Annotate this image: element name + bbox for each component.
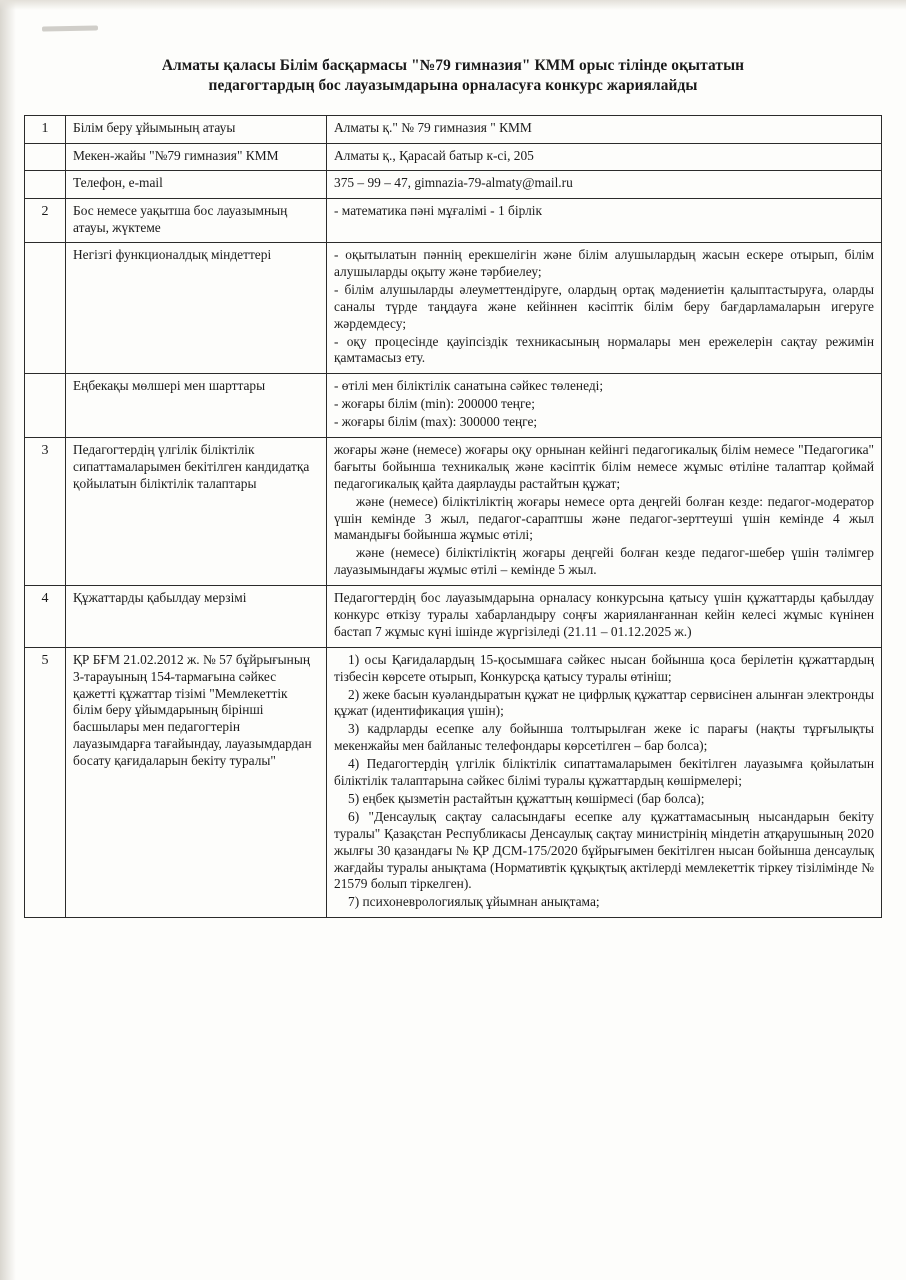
- value-paragraph: жоғары және (немесе) жоғары оқу орнынан кейінгі педагогикалық білім немесе "Педагогика" бағыты бойынша техникалық және кәсіптік білім немесе жұмыс өтіліне талаптар қоймай педагогикалық қайта даярлауды растайтын құжат;: [334, 442, 874, 491]
- value-paragraph: Алматы қ." № 79 гимназия " КММ: [334, 119, 532, 135]
- table-row: [25, 438, 882, 586]
- row-label: Педагогтердің үлгілік біліктілік сипаттамаларымен бекітілген кандидатқа қойылатын біліктілік талаптары: [66, 438, 327, 586]
- table-row: [25, 143, 882, 171]
- row-number: [25, 171, 66, 199]
- page-title-line-2: педагогтардың бос лауазымдарына орналасуға конкурс жариялайды: [208, 77, 698, 95]
- value-paragraph: Алматы қ., Қарасай батыр к-сі, 205: [334, 147, 534, 163]
- row-value: [327, 243, 882, 374]
- value-paragraph: - оқытылатын пәннің ерекшелігін және білім алушылардың жасын ескере отырып, білім алушыларды оқыту және тәрбиелеу;: [334, 247, 874, 279]
- row-label: Білім беру ұйымының атауы: [66, 115, 327, 143]
- value-paragraph: - жоғары білім (max): 300000 теңге;: [334, 414, 538, 430]
- row-label: Еңбекақы мөлшері мен шарттары: [66, 374, 327, 438]
- table-row: [25, 115, 882, 143]
- row-value: [327, 143, 882, 171]
- row-number: 2: [25, 199, 66, 243]
- row-value: [327, 586, 882, 648]
- page-title-line-1: Алматы қаласы Білім басқармасы "№79 гимназия" КММ орыс тілінде оқытатын: [161, 57, 745, 74]
- row-label: Телефон, e-mail: [66, 171, 327, 199]
- table-row: [25, 243, 882, 374]
- row-value: [327, 647, 882, 917]
- document-list-item: 5) еңбек қызметін растайтын құжаттың көшірмесі (бар болса);: [348, 790, 705, 806]
- document-list-item: 2) жеке басын куәландыратын құжат не цифрлық құжаттар сервисінен алынған электронды құжат (идентификация үшін);: [334, 686, 874, 719]
- row-number: [25, 243, 66, 374]
- value-paragraph: - жоғары білім (min): 200000 теңге;: [334, 396, 535, 412]
- document-list-item: 6) "Денсаулық сақтау саласындағы есепке алу құжаттамасының нысандарын бекіту туралы" Қазақстан Республикасы Денсаулық сақтау министрінің міндетін атқарушының 2020 жылғы 30 қазандағы № ҚР ДСМ-175/2020 бұйрығымен бекітілген нысан бойынша денсаулық жағдайы туралы анықтама (Нормативтік құқықтық актілерді мемлекеттік тіркеу тізілімінде № 21579 болып тіркелген).: [334, 808, 874, 892]
- value-paragraph-deadline: Педагогтердің бос лауазымдарына орналасу конкурсына қатысу үшін құжаттарды қабылдау конкурс өткізу туралы хабарландыру соңғы жарияланғаннан кейін келесі жұмыс күнінен бастап 7 жұмыс күні ішінде жүргізіледі (21.11 – 01.12.2025 ж.): [334, 590, 874, 639]
- row-value: [327, 374, 882, 438]
- row-number: [25, 143, 66, 171]
- row-label: Негізгі функционалдық міндеттері: [66, 243, 327, 374]
- value-paragraph: - оқу процесінде қауіпсіздік техникасының нормалары мен ережелерін сақтау режимін қамтамасыз ету.: [334, 333, 874, 366]
- table-row: [25, 374, 882, 438]
- row-label: Мекен-жайы "№79 гимназия" КММ: [66, 143, 327, 171]
- table-row: [25, 647, 882, 917]
- row-number: 4: [25, 586, 66, 648]
- row-label: ҚР БҒМ 21.02.2012 ж. № 57 бұйрығының 3-тарауының 154-тармағына сәйкес қажетті құжаттар тізімі "Мемлекеттік білім беру ұйымдарының бірінші басшылары мен педагогтерін лауазымдарға тағайындау, лауазымдардан босату қағидаларын бекіту туралы": [66, 647, 327, 917]
- vacancy-info-table: [24, 115, 882, 919]
- document-list-item: 4) Педагогтердің үлгілік біліктілік сипаттамаларымен бекітілген лауазымға қойылатын біліктілік талаптарына сәйкес білімі туралы құжаттардың көшірмелері;: [334, 756, 874, 789]
- row-value: [327, 438, 882, 586]
- value-paragraph-contact: 375 – 99 – 47, gimnazia-79-almaty@mail.ru: [334, 175, 573, 191]
- value-paragraph: - білім алушыларды әлеуметтендіруге, олардың ортақ мәдениетін қалыптастыруға, оларды саналы түрде таңдауға және кейіннен кәсіптік білім беру бағдарламаларын игеруге жәрдемдесу;: [334, 281, 874, 331]
- table-row: [25, 586, 882, 648]
- row-label: Құжаттарды қабылдау мерзімі: [66, 586, 327, 648]
- value-paragraph: және (немесе) біліктіліктің жоғары немесе орта деңгейі болған кезде: педагог-модератор үшін кемінде 3 жыл, педагог-сараптшы және педагог-зерттеуші үшін кемінде 4 жыл мамандығы бойынша жұмыс өтілі;: [334, 493, 874, 543]
- page-title: [64, 56, 842, 97]
- row-value: [327, 199, 882, 243]
- value-paragraph: - өтілі мен біліктілік санатына сәйкес төленеді;: [334, 378, 604, 394]
- table-row: [25, 171, 882, 199]
- value-paragraph: және (немесе) біліктіліктің жоғары деңгейі болған кезде педагог-шебер үшін тәлімгер лауазымындағы жұмыс өтілі – кемінде 5 жыл.: [334, 545, 874, 578]
- row-number: [25, 374, 66, 438]
- value-paragraph: - математика пәні мұғалімі - 1 бірлік: [334, 203, 542, 219]
- document-list-item: 7) психоневрологиялық ұйымнан анықтама;: [348, 894, 600, 910]
- row-number: 5: [25, 647, 66, 917]
- document-list-item: 3) кадрларды есепке алу бойынша толтырылған жеке іс парағы (нақты тұрғылықты мекенжайы мен байланыс телефондары көрсетілген – бар болса);: [334, 721, 874, 754]
- row-value: [327, 115, 882, 143]
- row-number: 3: [25, 438, 66, 586]
- row-value: [327, 171, 882, 199]
- row-label: Бос немесе уақытша бос лауазымның атауы, жүктеме: [66, 199, 327, 243]
- row-number: 1: [25, 115, 66, 143]
- table-row: [25, 199, 882, 243]
- document-list-item: 1) осы Қағидалардың 15-қосымшаға сәйкес нысан бойынша қоса берілетін құжаттардың тізбесін көрсете отырып, Конкурсқа қатысу туралы өтініш;: [334, 651, 874, 684]
